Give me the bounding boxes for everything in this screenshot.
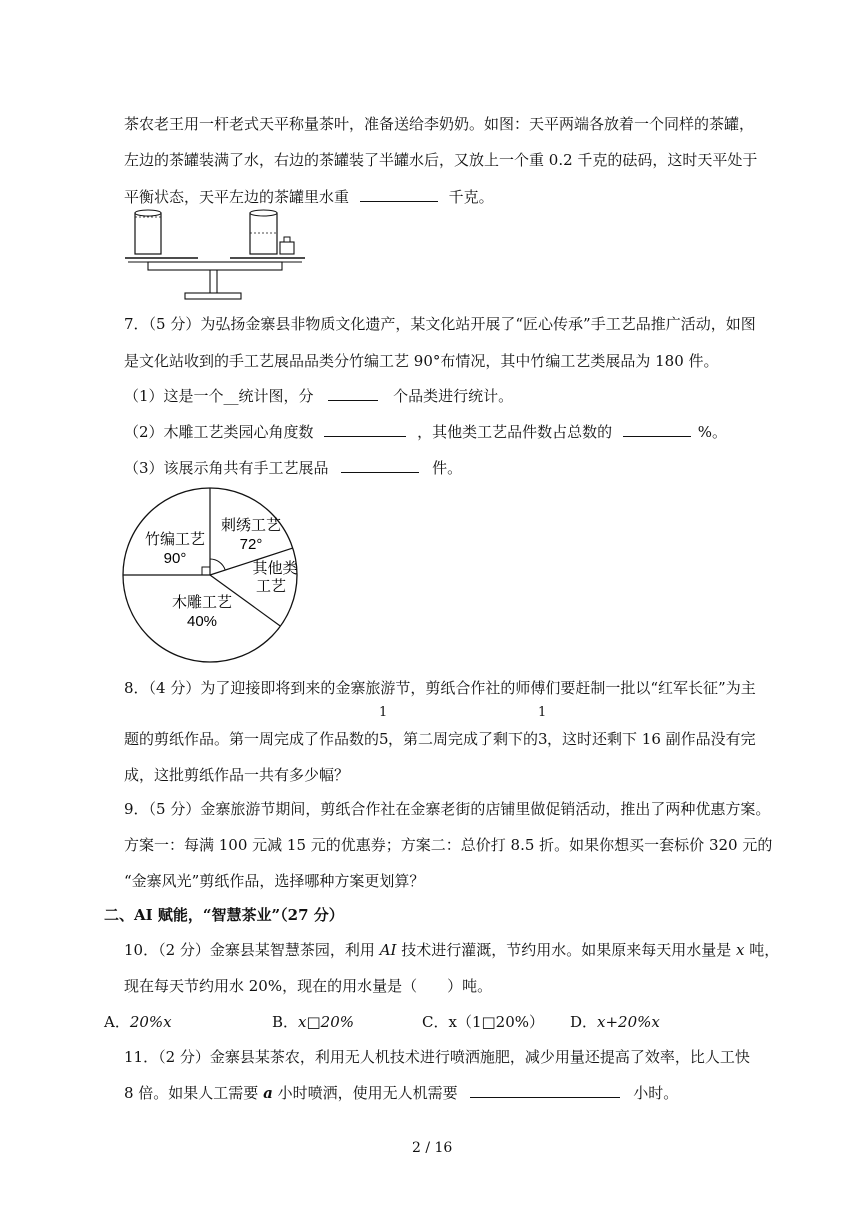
q7-sub2-tail: %。 — [697, 423, 727, 441]
q11-line2-a: 8 倍。如果人工需要 — [124, 1084, 259, 1102]
q7-sub1-text: （1）这是一个__统计图，分 — [124, 387, 314, 405]
q7-sub3-tail: 件。 — [432, 459, 463, 477]
answer-blank[interactable] — [341, 458, 419, 473]
q10-ai: AI — [379, 941, 397, 959]
q11-line1: 11．（2 分）金寨县某茶农，利用无人机技术进行喷洒施肥，减少用量还提高了效率，比人工快 — [124, 1048, 750, 1066]
option-a-value: 20%x — [129, 1013, 172, 1031]
q10-line2: 现在每天节约用水 20%，现在的用水量是（ ）吨。 — [124, 977, 493, 995]
section-heading: 二、AI 赋能，“智慧茶业”（27 分） — [104, 906, 344, 924]
balance-scale-illustration — [120, 208, 310, 303]
q9-line3: “金寨风光”剪纸作品，选择哪种方案更划算？ — [124, 872, 425, 890]
fraction-numerator: 1 — [538, 705, 547, 720]
pie-chart-figure — [120, 485, 305, 670]
q10-line1-c: 吨， — [749, 941, 780, 959]
q6-line3 — [124, 186, 494, 207]
page-number: 2 / 16 — [412, 1140, 453, 1156]
q6-line2: 左边的茶罐装满了水，右边的茶罐装了半罐水后，又放上一个重 0.2 千克的砝码，这时天平处于 — [124, 151, 758, 169]
option-c-label: C． — [422, 1013, 449, 1031]
q6-line3-text: 平衡状态，天平左边的茶罐里水重 — [124, 188, 350, 206]
q11-var-a: a — [263, 1084, 273, 1102]
q7-sub2 — [124, 421, 727, 442]
pie-label-wood: 木雕工艺 — [171, 594, 233, 611]
q10-var-x: x — [736, 941, 745, 959]
q7-line1: 7．（5 分）为弘扬金寨县非物质文化遗产，某文化站开展了“匠心传承”手工艺品推广活动，如图 — [124, 315, 756, 333]
q8-line2-c: ，这时还剩下 16 副作品没有完 — [547, 730, 756, 748]
pie-value-embroidery: 72° — [239, 536, 263, 553]
q7-sub1-tail: 个品类进行统计。 — [393, 387, 514, 405]
option-a-label: A． — [104, 1013, 130, 1031]
q7-sub3 — [124, 457, 462, 478]
q6-line1: 茶农老王用一杆老式天平称量茶叶，准备送给李奶奶。如图：天平两端各放着一个同样的茶罐， — [124, 115, 755, 133]
answer-blank[interactable] — [360, 187, 438, 202]
option-c[interactable] — [422, 1011, 544, 1032]
answer-blank[interactable] — [623, 422, 691, 437]
q9-line1: 9．（5 分）金寨旅游节期间，剪纸合作社在金寨老街的店铺里做促销活动，推出了两种优惠方案。 — [124, 800, 771, 818]
option-d-value: x+20%x — [597, 1013, 660, 1031]
q11-line2 — [124, 1082, 678, 1103]
q11-line2-c: 小时。 — [633, 1084, 679, 1102]
q10-line1-b: 技术进行灌溉，节约用水。如果原来每天用水量是 — [401, 941, 732, 959]
option-c-value: x（1□20%） — [448, 1013, 544, 1031]
fraction-one-fifth — [379, 705, 389, 748]
answer-blank[interactable] — [324, 422, 406, 437]
fraction-denominator: 5 — [379, 730, 389, 748]
q8-line1: 8．（4 分）为了迎接即将到来的金寨旅游节，剪纸合作社的师傅们要赶制一批以“红军长征”为主 — [124, 679, 756, 697]
q8-line2-b: ，第二周完成了剩下的 — [388, 730, 539, 748]
q10-line1 — [124, 939, 779, 960]
q8-line3: 成，这批剪纸作品一共有多少幅？ — [124, 766, 350, 784]
q7-sub1 — [124, 385, 513, 406]
pie-value-bamboo: 90° — [163, 550, 187, 567]
pie-label-other-1: 其他类 — [252, 560, 298, 577]
answer-blank[interactable] — [470, 1083, 620, 1098]
q10-line1-a: 10．（2 分）金寨县某智慧茶园，利用 — [124, 941, 375, 959]
q7-line2: 是文化站收到的手工艺展品品类分竹编工艺 90°布情况，其中竹编工艺类展品为 180 件。 — [124, 352, 719, 370]
pie-value-wood: 40% — [186, 613, 218, 630]
pie-label-bamboo: 竹编工艺 — [144, 531, 206, 548]
q7-sub2-mid: ，其他类工艺品件数占总数的 — [417, 423, 613, 441]
option-b-label: B． — [272, 1013, 299, 1031]
q7-sub2-text: （2）木雕工艺类园心角度数 — [124, 423, 314, 441]
pie-label-embroidery: 刺绣工艺 — [220, 517, 282, 534]
option-a[interactable] — [104, 1011, 172, 1032]
fraction-denominator: 3 — [538, 730, 548, 748]
answer-blank[interactable] — [328, 386, 378, 401]
fraction-numerator: 1 — [379, 705, 388, 720]
option-d-label: D． — [570, 1013, 598, 1031]
q11-line2-b: 小时喷洒，使用无人机需要 — [277, 1084, 458, 1102]
option-b[interactable] — [272, 1011, 354, 1032]
option-b-value: x□20% — [298, 1013, 355, 1031]
pie-label-other-2: 工艺 — [255, 578, 287, 595]
q9-line2: 方案一：每满 100 元减 15 元的优惠券；方案二：总价打 8.5 折。如果你想买一套标价 320 元的 — [124, 836, 773, 854]
q7-sub3-text: （3）该展示角共有手工艺展品 — [124, 459, 329, 477]
option-d[interactable] — [570, 1011, 660, 1032]
q8-line2-a: 题的剪纸作品。第一周完成了作品数的 — [124, 730, 380, 748]
q8-line2 — [124, 705, 756, 749]
fraction-one-third — [538, 705, 548, 748]
q6-line3-unit: 千克。 — [448, 188, 494, 206]
